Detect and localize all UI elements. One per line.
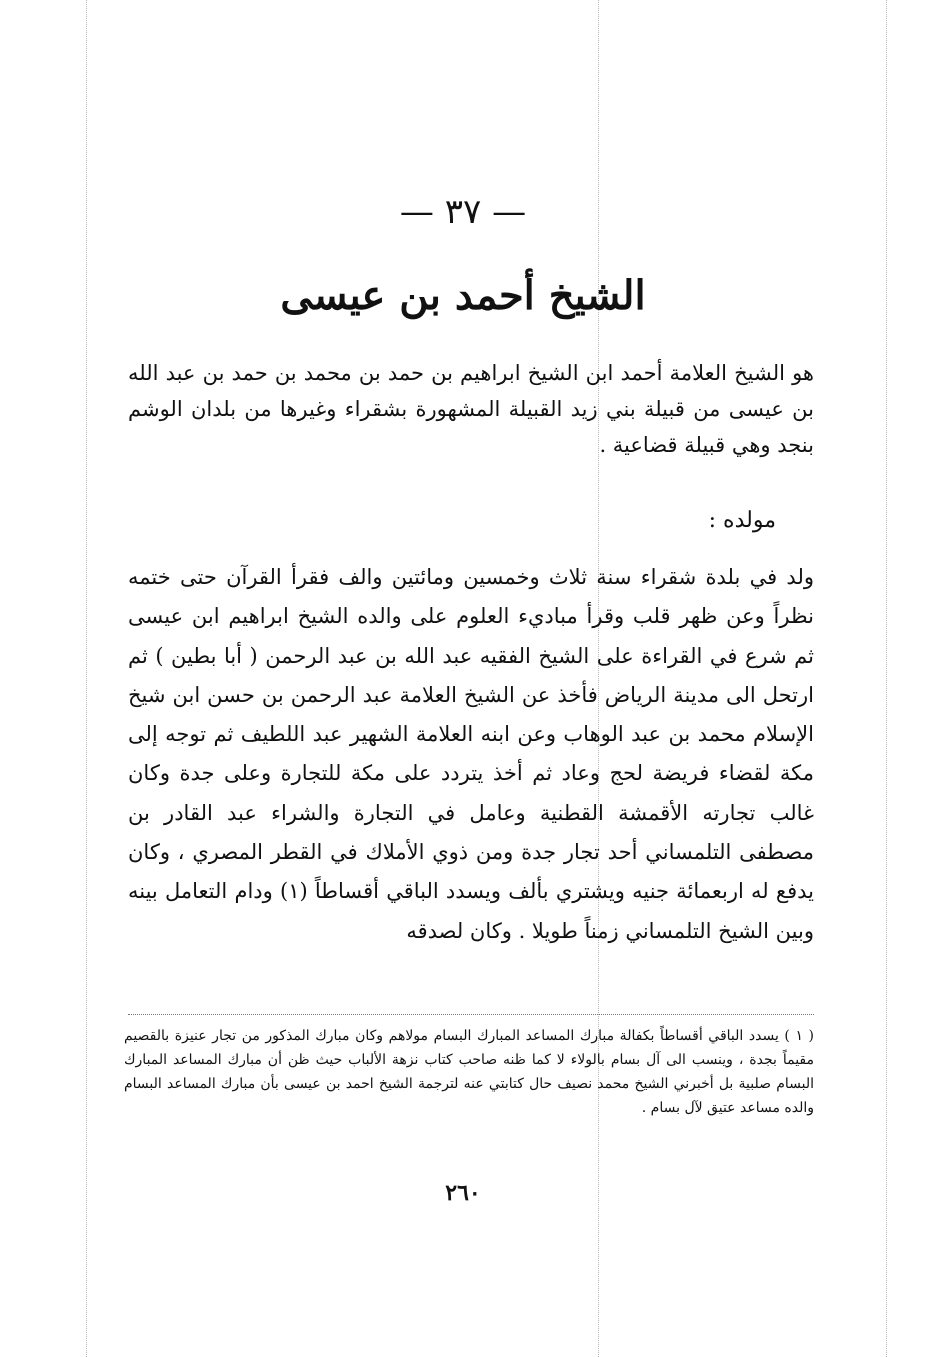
birth-paragraph: ولد في بلدة شقراء سنة ثلاث وخمسين ومائتين والف فقرأ القرآن حتى ختمه نظراً وعن ظهر قلب وقرأ مباديء العلوم على والده الشيخ ابراهيم ابن عيسى ثم شرع في القراءة على الشيخ الفقيه عبد الله بن عبد الرحمن ( أبا بطين ) ثم ارتحل الى مدينة الرياض فأخذ عن الشيخ العلامة عبد الرحمن بن حسن ابن شيخ الإسلام محمد بن عبد الوهاب وعن ابنه العلامة الشهير عبد اللطيف ثم توجه إلى مكة لقضاء فريضة لحج وعاد ثم أخذ يتردد على مكة للتجارة وعلى جدة وكان غالب تجارته الأقمشة القطنية وعامل في التجارة والشراء عبد القادر بن مصطفى التلمساني أحد تجار جدة ومن ذوي الأملاك في القطر المصري ، وكان يدفع له اربعمائة جنيه ويشتري بألف ويسدد الباقي أقساطاً (١) ودام التعامل بينه وبين الشيخ التلمساني زمناً طويلا . وكان لصدقه <box>128 565 814 943</box>
footnote-separator <box>128 1014 814 1015</box>
intro-paragraph: هو الشيخ العلامة أحمد ابن الشيخ ابراهيم بن حمد بن محمد بن حمد بن عبد الله بن عيسى من قبيلة بني زيد القبيلة المشهورة بشقراء وغيرها من بلدان الوشم بنجد وهي قبيلة قضاعية . <box>128 361 815 457</box>
page-title: الشيخ أحمد بن عيسى <box>280 272 646 319</box>
footnote: ( ١ ) يسدد الباقي أقساطاً بكفالة مبارك المساعد المبارك البسام مولاهم وكان مبارك المذكور من تجار عنيزة بالقصيم مقيماً بجدة ، وينسب الى آل بسام بالولاء لا كما ظنه صاحب كتاب نزهة الألباب حيث ظن أن مبارك المساعد المبارك البسام صلبية بل أخبرني الشيخ محمد نصيف حال كتابتي عنه لترجمة الشيخ احمد بن عيسى بأن مبارك المساعد البسام والده مساعد عتيق لآل بسام . <box>124 1028 814 1116</box>
section-number: — ٣٧ — <box>399 192 527 232</box>
birth-heading: مولده : <box>708 508 776 533</box>
page-number: ٢٦٠ <box>445 1180 481 1206</box>
